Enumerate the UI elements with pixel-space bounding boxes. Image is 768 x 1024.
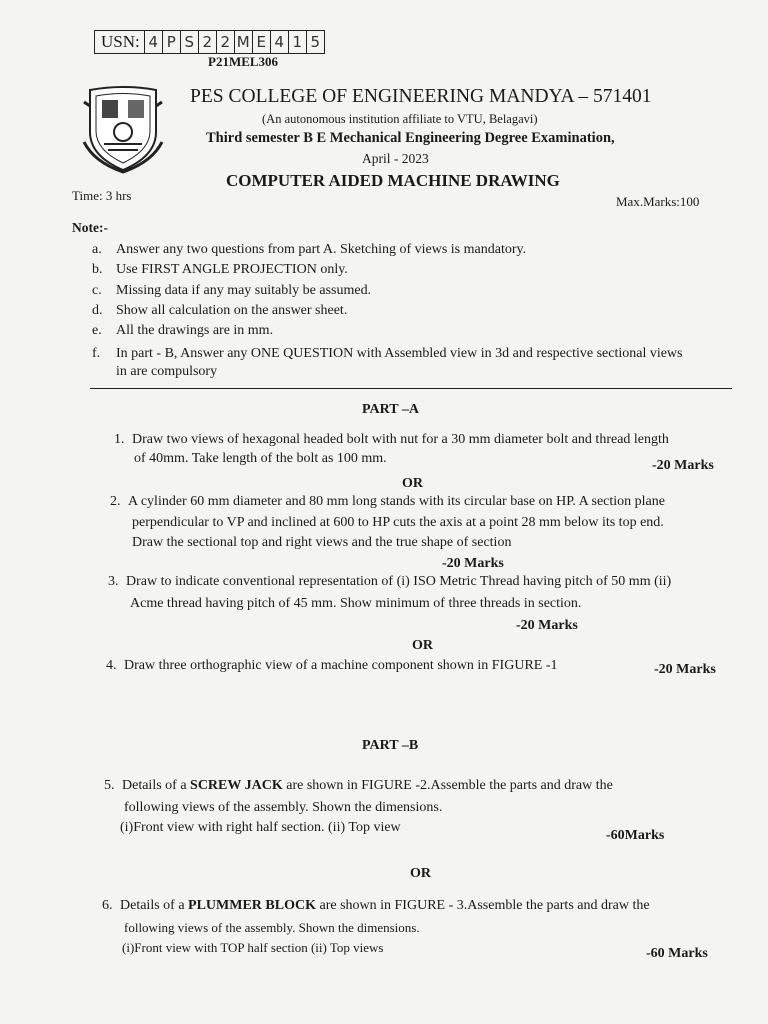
question-6-line2: following views of the assembly. Shown the dimensions. [124, 920, 420, 935]
question-number: 3. [108, 574, 119, 589]
note-text: Missing data if any may suitably be assumed. [116, 283, 372, 298]
question-3-line2: Acme thread having pitch of 45 mm. Show minimum of three threads in section. [130, 596, 582, 611]
usn-char: P [163, 31, 181, 53]
question-number: 2. [110, 494, 121, 509]
usn-char: 1 [289, 31, 307, 53]
note-letter: e. [92, 323, 102, 338]
or-separator: OR [402, 476, 423, 491]
part-a-title: PART –A [362, 402, 419, 417]
note-text: Answer any two questions from part A. Sketching of views is mandatory. [116, 242, 527, 257]
question-text: Draw two views of hexagonal headed bolt with nut for a 30 mm diameter bolt and thread length [132, 432, 669, 447]
question-1-line2: of 40mm. Take length of the bolt as 100 mm. [134, 451, 387, 466]
note-item [92, 303, 347, 319]
usn-char: 4 [145, 31, 163, 53]
question-text: Draw to indicate conventional representation of (i) ISO Metric Thread having pitch of 50 mm (ii) [126, 574, 672, 589]
note-letter: c. [92, 283, 102, 298]
question-6 [102, 898, 650, 914]
usn-char: 2 [217, 31, 235, 53]
question-text: are shown in FIGURE - 3.Assemble the parts and draw the [315, 898, 650, 913]
usn-char: 5 [310, 33, 320, 51]
or-separator: OR [410, 866, 431, 881]
usn-box [94, 30, 325, 54]
question-5-marks: -60Marks [606, 828, 665, 843]
question-5-line3: (i)Front view with right half section. (ii) Top view [120, 820, 401, 835]
question-5 [104, 778, 613, 794]
question-number: 6. [102, 898, 113, 913]
question-6-line3: (i)Front view with TOP half section (ii) Top views [122, 940, 384, 955]
usn-char: 2 [199, 31, 217, 53]
note-text: In part - B, Answer any ONE QUESTION with Assembled view in 3d and respective sectional views [116, 346, 683, 361]
exam-time: Time: 3 hrs [72, 188, 132, 203]
question-5-line2: following views of the assembly. Shown the dimensions. [124, 800, 443, 815]
or-separator: OR [412, 638, 433, 653]
note-letter: a. [92, 242, 102, 257]
note-text: All the drawings are in mm. [116, 323, 274, 338]
question-4 [106, 658, 558, 674]
notes-title: Note:- [72, 220, 108, 235]
divider-rule [90, 388, 732, 389]
question-number: 5. [104, 778, 115, 793]
question-2-marks: -20 Marks [442, 556, 504, 571]
question-text: Details of a [122, 778, 191, 793]
usn-char: S [181, 31, 199, 53]
question-2-line2: perpendicular to VP and inclined at 600 to HP cuts the axis at a point 28 mm below its top end. [132, 515, 664, 530]
usn-label: USN: [95, 31, 145, 53]
question-3-marks: -20 Marks [516, 618, 578, 633]
question-2-line3: Draw the sectional top and right views and the true shape of section [132, 535, 512, 550]
affiliation: (An autonomous institution affiliate to VTU, Belagavi) [262, 112, 538, 126]
question-text: Details of a [120, 898, 189, 913]
college-name: PES COLLEGE OF ENGINEERING MANDYA – 571401 [190, 86, 652, 107]
note-letter: b. [92, 262, 103, 277]
question-2 [110, 494, 665, 510]
note-item [92, 323, 273, 339]
question-4-marks: -20 Marks [654, 662, 716, 677]
note-letter: d. [92, 303, 103, 318]
subject-title: COMPUTER AIDED MACHINE DRAWING [226, 171, 560, 190]
note-item [92, 242, 526, 258]
semester-line: Third semester B E Mechanical Engineering Degree Examination, [206, 130, 615, 146]
question-3 [108, 574, 671, 590]
question-number: 4. [106, 658, 117, 673]
usn-char: 4 [271, 31, 289, 53]
note-item [92, 262, 348, 278]
max-marks: Max.Marks:100 [616, 194, 700, 209]
usn-char: E [253, 31, 271, 53]
question-text: A cylinder 60 mm diameter and 80 mm long stands with its circular base on HP. A section plane [128, 494, 665, 509]
note-text: Show all calculation on the answer sheet. [116, 303, 348, 318]
note-item [92, 346, 683, 362]
note-text: Use FIRST ANGLE PROJECTION only. [116, 262, 348, 277]
question-keyword: SCREW JACK [190, 778, 283, 793]
college-logo-icon [82, 82, 164, 174]
question-1 [114, 432, 669, 448]
question-keyword: PLUMMER BLOCK [188, 898, 316, 913]
question-number: 1. [114, 432, 125, 447]
exam-month: April - 2023 [362, 151, 429, 166]
usn-char: M [235, 31, 253, 53]
paper-code: P21MEL306 [208, 54, 279, 69]
note-text-continued: in are compulsory [116, 364, 218, 379]
question-text: Draw three orthographic view of a machine component shown in FIGURE -1 [124, 658, 558, 673]
part-b-title: PART –B [362, 738, 419, 753]
note-letter: f. [92, 346, 101, 361]
question-6-marks: -60 Marks [646, 946, 708, 961]
question-1-marks: -20 Marks [652, 458, 714, 473]
question-text: are shown in FIGURE -2.Assemble the parts and draw the [282, 778, 613, 793]
note-item [92, 283, 371, 299]
